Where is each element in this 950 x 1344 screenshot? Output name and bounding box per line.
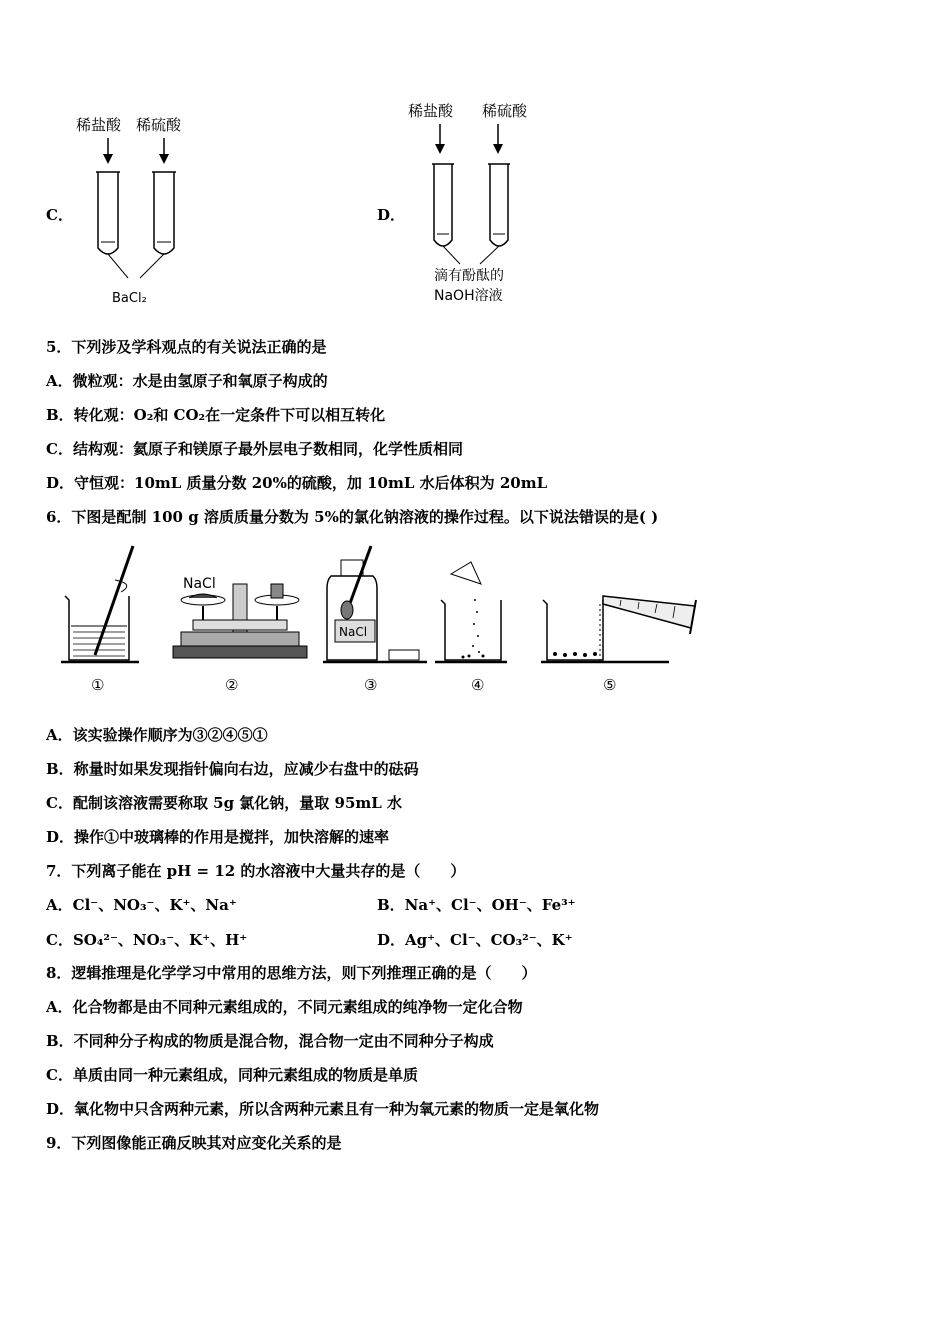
q6-stem: 6．下图是配制 100 g 溶质质量分数为 5%的氯化钠溶液的操作过程。以下说法错误的是( ) — [46, 508, 659, 526]
q8-stem: 8．逻辑推理是化学学习中常用的思维方法，则下列推理正确的是（ ） — [46, 964, 537, 982]
q7-option-a: A．Cl⁻、NO₃⁻、K⁺、Na⁺ — [46, 896, 237, 914]
step4-transfer-illustration — [435, 562, 507, 662]
q6-option-c: C．配制该溶液需要称取 5g 氯化钠，量取 95mL 水 — [46, 794, 403, 812]
q6-option-a: A．该实验操作顺序为③②④⑤① — [46, 726, 268, 744]
fig-nacl-label-bottle: NaCl — [339, 625, 368, 639]
q5-option-d: D．守恒观：10mL 质量分数 20%的硫酸，加 10mL 水后体积为 20mL — [46, 474, 548, 492]
q5-stem: 5．下列涉及学科观点的有关说法正确的是 — [46, 338, 327, 356]
option-c-label: C． — [46, 206, 73, 224]
q8-option-a: A．化合物都是由不同种元素组成的，不同元素组成的纯净物一定化合物 — [46, 998, 523, 1016]
q6-procedure-figure — [55, 540, 715, 700]
q6-option-d: D．操作①中玻璃棒的作用是搅拌，加快溶解的速率 — [46, 828, 390, 846]
c-reagent-label: BaCl₂ — [112, 291, 147, 306]
q8-option-b: B．不同种分子构成的物质是混合物，混合物一定由不同种分子构成 — [46, 1032, 494, 1050]
fig-nacl-label-balance: NaCl — [183, 576, 216, 592]
q7-stem: 7．下列离子能在 pH = 12 的水溶液中大量共存的是（ ） — [46, 862, 466, 880]
option-d-figure — [400, 94, 560, 308]
c-acid2-label: 稀硫酸 — [136, 116, 182, 134]
q8-option-d: D．氧化物中只含两种元素，所以含两种元素且有一种为氧元素的物质一定是氧化物 — [46, 1100, 600, 1118]
step-2-label: ② — [225, 676, 239, 694]
step-1-label: ① — [91, 676, 105, 694]
option-c-figure — [70, 108, 220, 308]
step2-weigh-illustration — [173, 576, 307, 658]
step3-take-salt-illustration — [323, 546, 427, 662]
step1-dissolve-illustration — [61, 546, 139, 662]
q7-option-b: B．Na⁺、Cl⁻、OH⁻、Fe³⁺ — [377, 896, 576, 914]
q6-option-b: B．称量时如果发现指针偏向右边，应减少右盘中的砝码 — [46, 760, 419, 778]
q7-option-c: C．SO₄²⁻、NO₃⁻、K⁺、H⁺ — [46, 931, 248, 949]
step-3-label: ③ — [364, 676, 378, 694]
q7-option-d: D．Ag⁺、Cl⁻、CO₃²⁻、K⁺ — [377, 931, 573, 949]
option-d-label: D． — [377, 206, 406, 224]
step5-add-water-illustration — [541, 596, 696, 662]
d-reagent-line1: 滴有酚酞的 — [434, 268, 504, 284]
q8-option-c: C．单质由同一种元素组成，同种元素组成的物质是单质 — [46, 1066, 418, 1084]
d-reagent-line2: NaOH溶液 — [434, 288, 503, 304]
step-5-label: ⑤ — [603, 676, 617, 694]
q9-stem: 9．下列图像能正确反映其对应变化关系的是 — [46, 1134, 342, 1152]
d-acid2-label: 稀硫酸 — [482, 102, 528, 120]
step-4-label: ④ — [471, 676, 485, 694]
d-acid1-label: 稀盐酸 — [408, 102, 454, 120]
c-acid1-label: 稀盐酸 — [76, 116, 122, 134]
q5-option-c: C．结构观：氦原子和镁原子最外层电子数相同，化学性质相同 — [46, 440, 463, 458]
q5-option-b: B．转化观：O₂和 CO₂在一定条件下可以相互转化 — [46, 406, 386, 424]
q5-option-a: A．微粒观：水是由氢原子和氧原子构成的 — [46, 372, 328, 390]
